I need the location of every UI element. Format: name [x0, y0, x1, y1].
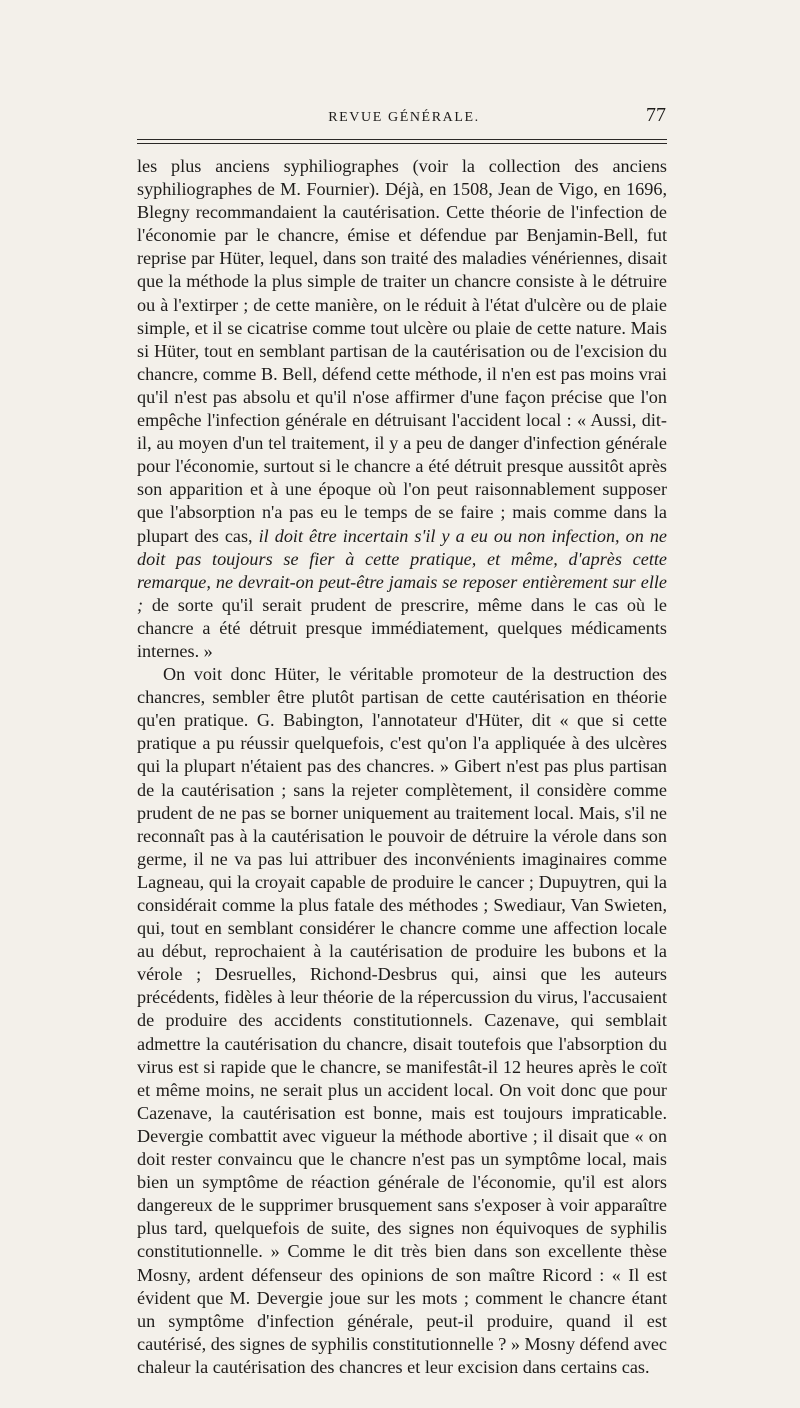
page-header: [140, 104, 668, 134]
running-title: REVUE GÉNÉRALE.: [328, 110, 480, 125]
text-run: On voit donc Hüter, le véritable promoteur de la destruction des chancres, sembler être plutôt partisan de cette cautérisation en théorie qu'en pratique. G. Babington, l'annotateur d'Hüter, dit « que si cette pratique a pu réussir quelquefois, c'est qu'on l'a appliquée à des ulcères qui la plupart n'étaient pas des chancres. » Gibert n'est pas plus partisan de la cautérisation ; sans la rejeter complètement, il considère comme prudent de ne pas se borner uniquement au traitement local. Mais, s'il ne reconnaît pas à la cautérisation le pouvoir de détruire la vérole dans son germe, il ne va pas lui attribuer des inconvénients imaginaires comme Lagneau, qui la croyait capable de produire le cancer ; Dupuytren, qui la considérait comme la plus fatale des méthodes ; Swediaur, Van Swieten, qui, tout en semblant considérer le chancre comme une affection locale au début, reprochaient à la cautérisation de produire les bubons et la vérole ; Desruelles, Richond-Desbrus qui, ainsi que les auteurs précédents, fidèles à leur théorie de la répercussion du virus, l'accusaient de produire des accidents constitutionnels. Cazenave, qui semblait admettre la cautérisation du chancre, disait toutefois que l'absorption du virus est si rapide que le chancre, se manifestât-il 12 heures après le coït et même moins, ne serait plus un accident local. On voit donc que pour Cazenave, la cautérisation est bonne, mais est toujours impraticable. Devergie combattit avec vigueur la méthode abortive ; il disait que « on doit rester convaincu que le chancre n'est pas un symptôme local, mais bien un symptôme de réaction générale de l'économie, qu'il est alors dangereux de le supprimer brusquement sans s'exposer à voir apparaître plus tard, quelquefois de suite, des signes non équivoques de syphilis constitutionnelle. » Comme le dit très bien dans son excellente thèse Mosny, ardent défenseur des opinions de son maître Ricord : « Il est évident que M. Devergie joue sur les mots ; comment le chancre étant un symptôme d'infection générale, peut-il produire, quand il est cautérisé, des signes de syphilis constitutionnelle ? » Mosny défend avec chaleur la cautérisation des chancres et leur excision dans certains cas.: [137, 664, 667, 1377]
paragraph: [137, 663, 667, 1379]
body-text: [137, 155, 667, 1379]
text-run: les plus anciens syphiliographes (voir la collection des anciens syphiliographes de M. Fournier). Déjà, en 1508, Jean de Vigo, en 1696, Blegny recommandaient la cautérisation. Cette théorie de l'infection de l'économie par le chancre, émise et défendue par Benjamin-Bell, fut reprise par Hüter, lequel, dans son traité des maladies vénériennes, disait que la méthode la plus simple de traiter un chancre consiste à le détruire ou à l'extirper ; de cette manière, on le réduit à l'état d'ulcère ou de plaie simple, et il se cicatrise comme tout ulcère ou plaie de cette nature. Mais si Hüter, tout en semblant partisan de la cautérisation ou de l'excision du chancre, comme B. Bell, défend cette méthode, il n'en est pas moins vrai qu'il n'est pas absolu et qu'il n'ose affirmer d'une façon précise que l'on empêche l'infection générale en détruisant l'accident local : « Aussi, dit-il, au moyen d'un tel traitement, il y a peu de danger d'infection générale pour l'économie, surtout si le chancre a été détruit presque aussitôt après son apparition et à une époque où l'on peut raisonnablement supposer que l'absorption n'a pas eu le temps de se faire ; mais comme dans la plupart des cas,: [137, 156, 667, 546]
header-rule: [137, 139, 667, 140]
text-run: de sorte qu'il serait prudent de prescrire, même dans le cas où le chancre a été détruit presque immédiatement, quelques médicaments internes. »: [137, 594, 667, 661]
page-number: 77: [646, 104, 666, 126]
header-rule-thin: [137, 143, 667, 144]
italic-quote: il doit être incertain s'il y a eu ou non infection, on ne doit pas toujours se fier à cette pratique, et même, d'après cette remarque, ne devrait-on peut-être jamais se reposer entièrement sur elle ;: [137, 525, 667, 615]
paragraph: [137, 155, 667, 663]
